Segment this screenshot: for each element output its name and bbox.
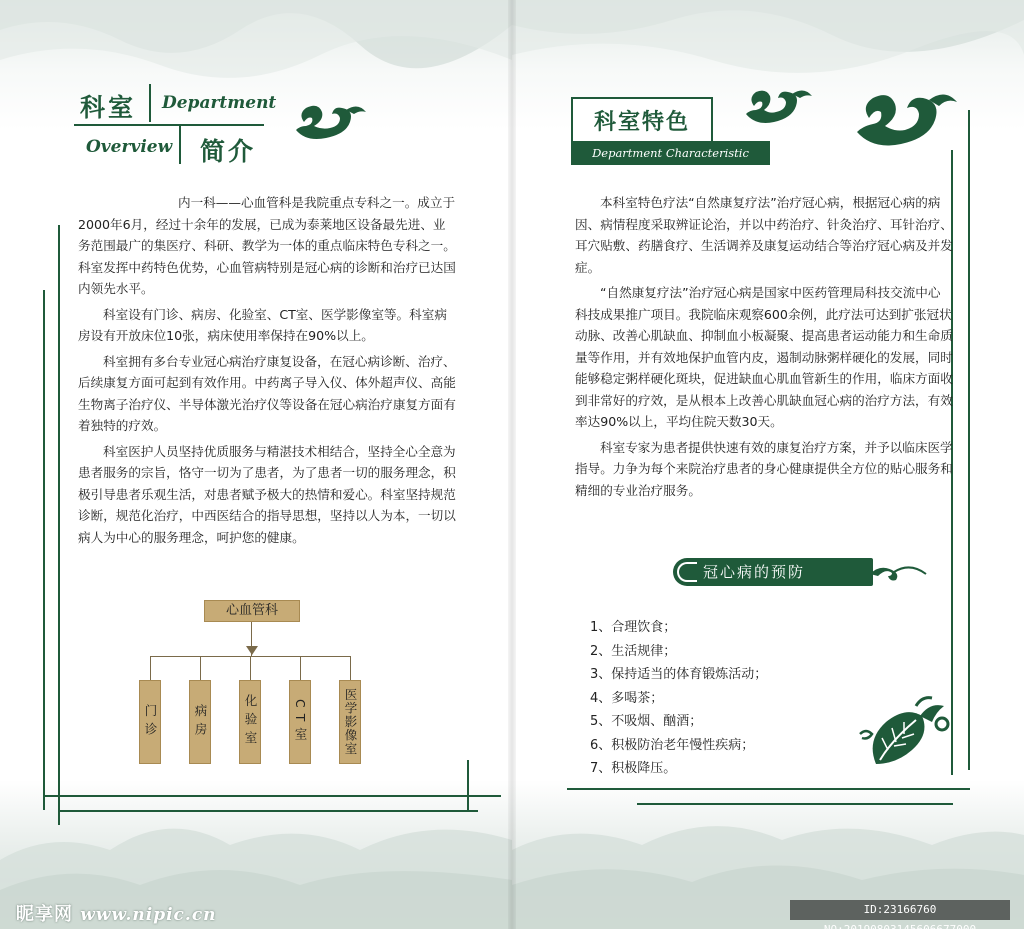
right-title-box: 科室特色 <box>571 97 713 143</box>
org-root: 心血管科 <box>204 600 300 622</box>
banner-cap-icon <box>677 562 697 582</box>
title-cn-2: 简介 <box>200 137 257 166</box>
title-cn-1: 科室 <box>80 93 137 122</box>
cloud-ornament-small-icon <box>744 86 814 128</box>
title-en-2: Overview <box>86 137 173 157</box>
prevention-item: 7、积极降压。 <box>590 761 677 776</box>
right-paragraph-3: 科室专家为患者提供快速有效的康复治疗方案，并予以临床医学指导。力争为每个来院治疗患者的身心健康提供全方位的贴心服务和精细的专业治疗服务。 <box>575 439 953 498</box>
prevention-item: 4、多喝茶； <box>590 690 664 706</box>
org-node-ct: CT室 <box>289 680 311 764</box>
left-frame-outer <box>43 290 45 810</box>
org-node-outpatient: 门诊 <box>139 680 161 764</box>
header-divider-h <box>74 124 264 126</box>
cloud-ornament-large-icon <box>855 88 959 152</box>
image-id-badge: ID:23166760 NO:20190803145606677000 <box>790 900 1010 920</box>
prevention-item: 6、积极防治老年慢性疾病； <box>590 737 755 753</box>
prevention-list <box>590 616 767 781</box>
prevention-item: 1、合理饮食； <box>590 620 677 635</box>
watermark-cn: 昵享网 <box>16 904 73 925</box>
left-paragraph-4: 科室医护人员坚持优质服务与精湛技术相结合，坚持全心全意为患者服务的宗旨，恪守一切为了患者，为了患者一切的服务理念，积极引导患者乐观生活，对患者赋予极大的热情和爱心。科室坚持规范诊断，规范化治疗，中西医结合的指导思想，坚持以人为本，一切以病人为中心的服务理念，呵护您的健康。 <box>78 443 456 545</box>
banner-swirl-icon <box>870 560 928 584</box>
watermark-left <box>0 894 250 929</box>
watermark-url: www.nipic.cn <box>80 905 217 925</box>
prevention-item: 3、保持适当的体育锻炼活动； <box>590 667 768 682</box>
left-paragraph-2: 科室设有门诊、病房、化验室、CT室、医学影像室等。科室病房设有开放床位10张，病床使用率保持在90%以上。 <box>78 306 447 343</box>
org-node-ward: 病房 <box>189 680 211 764</box>
prevention-banner: 冠心病的预防 <box>673 558 873 586</box>
left-frame-inner <box>58 225 60 825</box>
header-divider-v2 <box>179 124 181 164</box>
left-paragraph-3: 科室拥有多台专业冠心病治疗康复设备，在冠心病诊断、治疗、后续康复方面可起到有效作用。中药离子导入仪、体外超声仪、高能生物离子治疗仪、半导体激光治疗仪等设备在冠心病治疗康复方面有着独特的疗效。 <box>78 353 456 433</box>
cloud-ornament-icon <box>292 100 370 148</box>
org-connector-4 <box>300 656 301 680</box>
herb-plant-icon <box>856 694 956 770</box>
org-connector-5 <box>350 656 351 680</box>
right-frame-outer <box>968 110 970 770</box>
org-connector-3 <box>250 656 251 680</box>
org-connector-1 <box>150 656 151 680</box>
center-fold <box>508 0 516 929</box>
right-frame-bottom-2 <box>637 803 953 805</box>
left-frame-bottom-1 <box>43 795 501 797</box>
header-divider-v1 <box>149 84 151 122</box>
prevention-item: 2、生活规律； <box>590 643 677 659</box>
title-en-1: Department <box>162 93 277 113</box>
right-frame-bottom-1 <box>567 788 970 790</box>
left-frame-bottom-2 <box>58 810 478 812</box>
left-frame-right-stub <box>467 760 469 812</box>
left-intro-text <box>78 192 456 552</box>
org-node-imaging: 医学影像室 <box>339 680 361 764</box>
right-paragraph-2: “自然康复疗法”治疗冠心病是国家中医药管理局科技交流中心科技成果推广项目。我院临床观察600余例，此疗法可达到扩张冠状动脉、改善心肌缺血、抑制血小板凝聚、提高患者运动能力和生命质量等作用，并有效地保护血管内皮，遏制动脉粥样硬化的发展，同时能够稳定粥样硬化斑块，促进缺血心肌血管新生的作用，临床方面收到非常好的疗效，是从根本上改善心肌缺血冠心病的治疗方法，有效率达90%以上，平均住院天数30天。 <box>575 285 953 429</box>
org-connector-2 <box>200 656 201 680</box>
prevention-item: 5、不吸烟、酗酒； <box>590 714 703 729</box>
left-paragraph-1: 内一科——心血管科是我院重点专科之一。成立于2000年6月，经过十余年的发展，已成为泰莱地区设备最先进、业务范围最广的集医疗、科研、教学为一体的重点临床特色专科之一。科室发挥中药特色优势，心血管病特别是冠心病的诊断和治疗已达国内领先水平。 <box>78 195 456 296</box>
right-title-en: Department Characteristic <box>571 141 770 165</box>
org-arrow-icon <box>246 646 258 655</box>
org-node-lab: 化验室 <box>239 680 261 764</box>
right-feature-text <box>575 192 953 505</box>
right-paragraph-1: 本科室特色疗法“自然康复疗法”治疗冠心病，根据冠心病的病因、病情程度采取辨证论治，并以中药治疗、针灸治疗、耳针治疗、耳穴贴敷、药膳食疗、生活调养及康复运动结合等治疗冠心病及并发症。 <box>575 195 953 275</box>
